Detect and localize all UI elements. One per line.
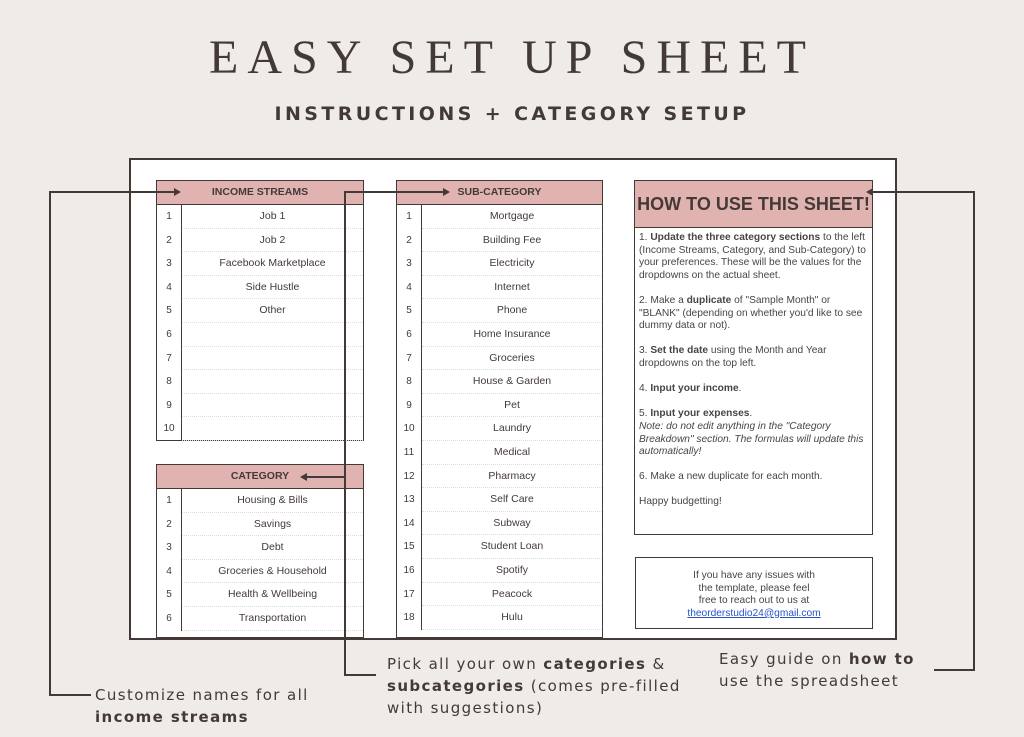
how-to-step: 5. Input your expenses. Note: do not edit anything in the "Category Breakdown" section. The formulas will update this automatically! [639,408,868,458]
sub-category-table [396,180,603,638]
row-value-cell[interactable]: Home Insurance [422,323,602,347]
how-to-step: 1. Update the three category sections to the left (Income Streams, Category, and Sub-Category) to your preferences. These will be the values for the dropdowns on the actual sheet. [639,232,866,281]
table-row [157,347,363,371]
row-value-cell[interactable]: Medical [422,441,602,465]
row-number: 2 [157,229,182,253]
how-to-steps [635,228,872,509]
contact-line: the template, please feel [698,582,810,594]
how-to-step: 6. Make a new duplicate for each month. [639,471,823,483]
row-value-cell[interactable]: Pet [422,394,602,418]
how-to-closing: Happy budgetting! [639,496,722,508]
row-value-cell[interactable]: Side Hustle [182,276,363,300]
how-to-title: HOW TO USE THIS SHEET! [635,181,872,228]
table-row [397,465,602,489]
table-row [157,513,363,537]
how-to-step: 3. Set the date using the Month and Year dropdowns on the top left. [639,345,827,369]
table-row [397,252,602,276]
row-number: 15 [397,535,422,559]
row-value-cell[interactable] [182,417,363,441]
row-number: 7 [397,347,422,371]
row-number: 3 [157,536,182,560]
table-row [157,370,363,394]
contact-line: If you have any issues with [693,570,815,581]
row-number: 5 [397,299,422,323]
caption-categories: Pick all your own categories & subcategories (comes pre-filled with suggestions) [387,655,681,717]
table-row [397,512,602,536]
table-row [397,583,602,607]
row-number: 8 [397,370,422,394]
row-value-cell[interactable]: Facebook Marketplace [182,252,363,276]
row-value-cell[interactable]: Debt [182,536,363,560]
how-to-step: 4. Input your income. [639,383,742,395]
row-value-cell[interactable]: Phone [422,299,602,323]
table-row [397,417,602,441]
table-row [397,323,602,347]
row-value-cell[interactable]: Mortgage [422,205,602,229]
table-row [397,205,602,229]
row-number: 4 [157,276,182,300]
row-value-cell[interactable]: Student Loan [422,535,602,559]
connector-categories-foot [344,674,376,676]
table-row [397,488,602,512]
row-value-cell[interactable] [182,370,363,394]
arrow-right-icon [443,188,450,196]
table-row [157,536,363,560]
table-row [397,394,602,418]
row-number: 12 [397,465,422,489]
row-value-cell[interactable]: Building Fee [422,229,602,253]
row-value-cell[interactable]: Spotify [422,559,602,583]
row-value-cell[interactable]: Laundry [422,417,602,441]
row-number: 6 [157,323,182,347]
contact-email-link[interactable]: theorderstudio24@gmail.com [687,607,821,619]
connector-income-horizontal [49,191,175,193]
row-value-cell[interactable]: Groceries [422,347,602,371]
table-row [157,205,363,229]
arrow-left-icon [300,473,307,481]
sub-category-header: SUB-CATEGORY [397,181,602,205]
connector-guide-vertical [973,191,975,670]
row-number: 10 [397,417,422,441]
table-row [157,583,363,607]
arrow-right-icon [174,188,181,196]
row-number: 2 [157,513,182,537]
row-value-cell[interactable]: Health & Wellbeing [182,583,363,607]
table-row [157,489,363,513]
row-value-cell[interactable]: Transportation [182,607,363,631]
caption-income: Customize names for all income streams [95,686,309,726]
row-number: 13 [397,488,422,512]
table-row [397,606,602,630]
connector-category-horizontal [307,476,345,478]
row-number: 16 [397,559,422,583]
table-row [397,559,602,583]
how-to-note: Note: do not edit anything in the "Category Breakdown" section. The formulas will update this automatically! [639,420,864,458]
page-subtitle: INSTRUCTIONS + CATEGORY SETUP [274,103,750,125]
row-number: 2 [397,229,422,253]
row-number: 1 [157,489,182,513]
row-value-cell[interactable] [182,347,363,371]
row-value-cell[interactable]: Electricity [422,252,602,276]
category-table [156,464,364,638]
row-value-cell[interactable]: Peacock [422,583,602,607]
row-value-cell[interactable]: Pharmacy [422,465,602,489]
how-to-step: 2. Make a duplicate of "Sample Month" or "BLANK" (depending on whether you'd like to see dummy data or not). [639,294,863,332]
row-number: 9 [157,394,182,418]
row-value-cell[interactable]: Internet [422,276,602,300]
row-value-cell[interactable]: Other [182,299,363,323]
page-title: EASY SET UP SHEET [209,31,815,84]
table-row [157,607,363,631]
table-row [397,535,602,559]
connector-sub-horizontal [344,191,444,193]
row-number: 5 [157,583,182,607]
table-row [397,229,602,253]
table-row [157,299,363,323]
income-streams-table [156,180,364,441]
row-number: 9 [397,394,422,418]
row-value-cell[interactable]: Hulu [422,606,602,630]
row-number: 11 [397,441,422,465]
contact-panel [635,557,873,629]
row-number: 3 [157,252,182,276]
row-number: 18 [397,606,422,630]
connector-income-vertical [49,191,51,695]
table-row [397,299,602,323]
row-number: 6 [157,607,182,631]
row-value-cell[interactable]: Groceries & Household [182,560,363,584]
row-value-cell[interactable] [182,394,363,418]
row-number: 3 [397,252,422,276]
table-row [157,417,363,441]
row-number: 1 [157,205,182,229]
row-value-cell[interactable]: Job 2 [182,229,363,253]
caption-guide: Easy guide on how to use the spreadsheet [719,650,915,690]
table-row [157,560,363,584]
row-number: 8 [157,370,182,394]
row-value-cell[interactable]: Subway [422,512,602,536]
row-value-cell[interactable]: Job 1 [182,205,363,229]
row-value-cell[interactable]: Savings [182,513,363,537]
row-value-cell[interactable]: Self Care [422,488,602,512]
row-number: 6 [397,323,422,347]
row-number: 14 [397,512,422,536]
category-header: CATEGORY [157,465,363,489]
connector-guide-foot [934,669,975,671]
row-number: 4 [157,560,182,584]
row-number: 1 [397,205,422,229]
connector-categories-vertical [344,191,346,675]
row-number: 17 [397,583,422,607]
table-row [397,276,602,300]
arrow-left-icon [866,188,873,196]
table-row [157,252,363,276]
row-number: 7 [157,347,182,371]
table-row [397,370,602,394]
connector-guide-horizontal [873,191,975,193]
how-to-panel [634,180,873,535]
income-streams-header: INCOME STREAMS [157,181,363,205]
table-row [157,229,363,253]
row-number: 10 [157,417,182,441]
table-row [157,276,363,300]
contact-line: free to reach out to us at [698,595,810,607]
table-row [397,441,602,465]
connector-income-foot [49,694,91,696]
row-number: 4 [397,276,422,300]
table-row [397,347,602,371]
row-value-cell[interactable]: Housing & Bills [182,489,363,513]
row-value-cell[interactable] [182,323,363,347]
row-number: 5 [157,299,182,323]
table-row [157,394,363,418]
table-row [157,323,363,347]
row-value-cell[interactable]: House & Garden [422,370,602,394]
